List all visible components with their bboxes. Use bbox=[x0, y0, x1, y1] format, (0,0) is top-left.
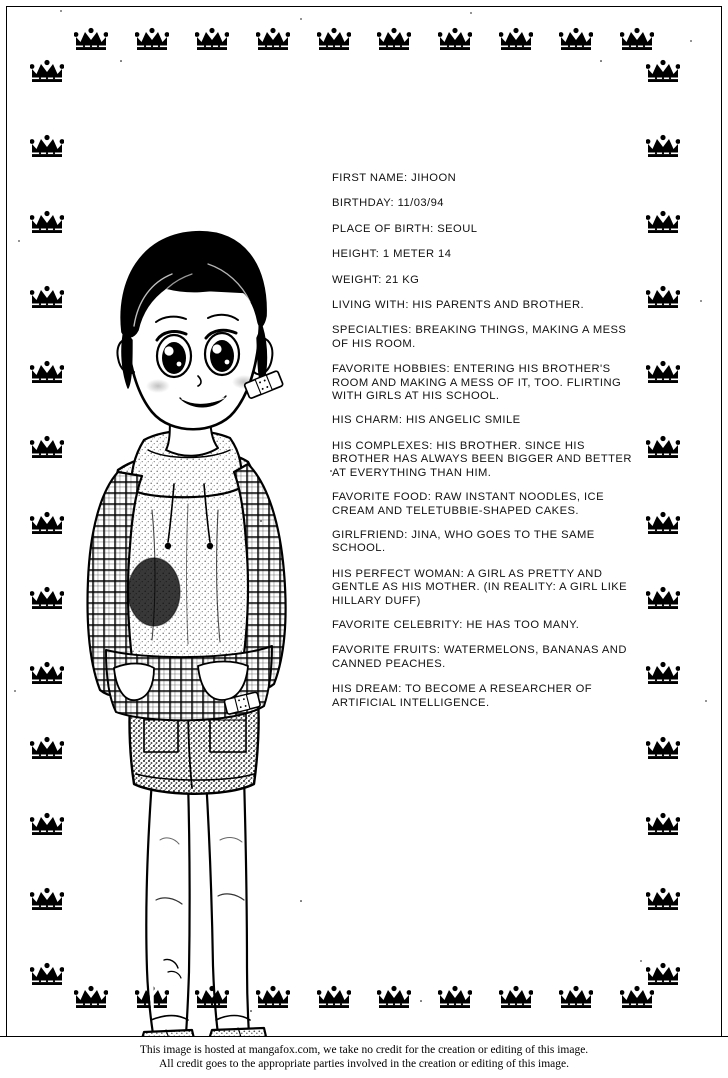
crown-icon bbox=[620, 26, 654, 53]
crown-icon bbox=[135, 26, 169, 53]
profile-line: PLACE OF BIRTH: SEOUL bbox=[332, 222, 478, 235]
profile-line: LIVING WITH: HIS PARENTS AND BROTHER. bbox=[332, 299, 585, 312]
profile-line: BIRTHDAY: 11/03/94 bbox=[332, 197, 444, 210]
profile-line: HEIGHT: 1 METER 14 bbox=[332, 248, 452, 261]
crown-icon bbox=[317, 984, 351, 1011]
scan-speck bbox=[120, 60, 122, 62]
crown-icon bbox=[646, 284, 680, 311]
crown-icon bbox=[256, 26, 290, 53]
profile-line: FAVORITE CELEBRITY: HE HAS TOO MANY. bbox=[332, 618, 580, 631]
crown-icon bbox=[646, 359, 680, 386]
crown-icon bbox=[499, 26, 533, 53]
crown-icon bbox=[559, 26, 593, 53]
scan-speck bbox=[420, 1000, 422, 1002]
crown-icon bbox=[438, 26, 472, 53]
scan-speck bbox=[700, 300, 702, 302]
scan-speck bbox=[250, 1010, 252, 1012]
profile-line: WEIGHT: 21 KG bbox=[332, 273, 420, 286]
scan-speck bbox=[18, 240, 20, 242]
footer-line-2: All credit goes to the appropriate parties involved in the creation or editing of this image. bbox=[158, 1058, 570, 1070]
crown-icon bbox=[646, 961, 680, 988]
profile-line: HIS CHARM: HIS ANGELIC SMILE bbox=[332, 414, 521, 427]
profile-line: FIRST NAME: JIHOON bbox=[332, 172, 457, 184]
crown-icon bbox=[646, 434, 680, 461]
scan-speck bbox=[705, 700, 707, 702]
crown-icon bbox=[646, 811, 680, 838]
crown-icon bbox=[646, 660, 680, 687]
scan-speck bbox=[600, 60, 602, 62]
crown-icon bbox=[559, 984, 593, 1011]
scan-speck bbox=[300, 18, 302, 20]
scan-speck bbox=[330, 470, 332, 472]
crown-border-right bbox=[642, 58, 684, 988]
crown-icon bbox=[377, 984, 411, 1011]
character-profile-text bbox=[332, 172, 632, 721]
profile-line: FAVORITE HOBBIES: ENTERING HIS BROTHER'S ROOM AND MAKING A MESS OF IT, TOO. FLIRTING WITH GIRLS AT HIS SCHOOL. bbox=[332, 363, 622, 403]
profile-line: HIS DREAM: TO BECOME A RESEARCHER OF ARTIFICIAL INTELLIGENCE. bbox=[332, 683, 593, 709]
scan-speck bbox=[470, 12, 472, 14]
crown-icon bbox=[646, 510, 680, 537]
crown-icon bbox=[195, 26, 229, 53]
footer-disclaimer bbox=[0, 1036, 728, 1078]
scan-speck bbox=[260, 520, 262, 522]
profile-line: FAVORITE FOOD: RAW INSTANT NOODLES, ICE CREAM AND TELETUBBIE-SHAPED CAKES. bbox=[332, 491, 604, 517]
profile-line: HIS COMPLEXES: HIS BROTHER. SINCE HIS BROTHER HAS ALWAYS BEEN BIGGER AND BETTER AT EVERYTHING THAN HIM. bbox=[332, 439, 632, 479]
crown-icon bbox=[646, 886, 680, 913]
profile-line: GIRLFRIEND: JINA, WHO GOES TO THE SAME SCHOOL. bbox=[332, 528, 595, 555]
profile-line: HIS PERFECT WOMAN: A GIRL AS PRETTY AND GENTLE AS HIS MOTHER. (IN REALITY: A GIRL LIKE HILLARY DUFF) bbox=[332, 567, 628, 607]
crown-icon bbox=[499, 984, 533, 1011]
crown-icon bbox=[646, 58, 680, 85]
crown-border-top bbox=[74, 22, 654, 56]
scan-speck bbox=[14, 690, 16, 692]
crown-icon bbox=[646, 585, 680, 612]
crown-icon bbox=[646, 735, 680, 762]
scan-speck bbox=[300, 900, 302, 902]
crown-icon bbox=[30, 58, 64, 85]
crown-icon bbox=[646, 133, 680, 160]
profile-line: FAVORITE FRUITS: WATERMELONS, BANANAS AND CANNED PEACHES. bbox=[332, 644, 627, 670]
crown-icon bbox=[317, 26, 351, 53]
profile-line: SPECIALTIES: BREAKING THINGS, MAKING A MESS OF HIS ROOM. bbox=[332, 324, 627, 350]
crown-icon bbox=[377, 26, 411, 53]
crown-icon bbox=[646, 209, 680, 236]
scan-speck bbox=[60, 10, 62, 12]
scan-speck bbox=[640, 960, 642, 962]
crown-icon bbox=[74, 26, 108, 53]
crown-icon bbox=[438, 984, 472, 1011]
footer-line-1: This image is hosted at mangafox.com, we take no credit for the creation or editing of this image. bbox=[139, 1044, 589, 1056]
boy-character-illustration bbox=[48, 140, 318, 1060]
scan-speck bbox=[690, 40, 692, 42]
